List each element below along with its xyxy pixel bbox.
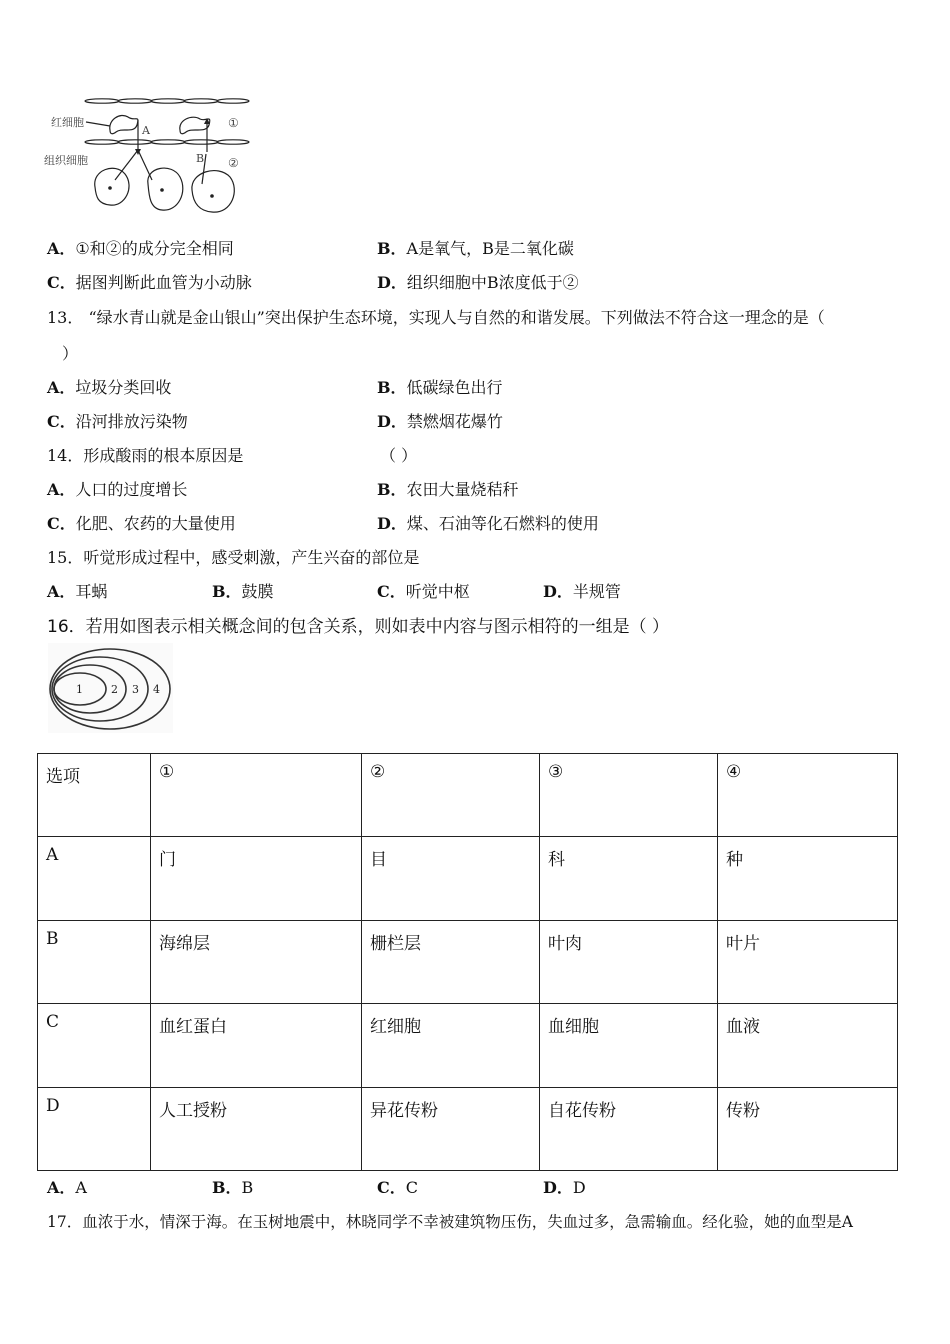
- q16-table: [37, 753, 898, 1171]
- q16-option-d-text: D: [572, 1178, 586, 1197]
- q12-option-c: [47, 270, 252, 293]
- q15-option-d-letter: D．: [543, 582, 573, 601]
- q13-option-d-text: 禁燃烟花爆竹: [406, 412, 503, 431]
- label-circle-2: ②: [228, 156, 239, 170]
- q16-option-c-letter: C．: [377, 1178, 406, 1197]
- q14-option-a: [47, 477, 187, 500]
- label-circle-1: ①: [228, 116, 239, 130]
- table-cell: 红细胞: [362, 1004, 540, 1087]
- table-row: [38, 1004, 898, 1087]
- q14-option-c-text: 化肥、农药的大量使用: [75, 514, 236, 533]
- table-cell: B: [38, 920, 151, 1003]
- q13-option-d-letter: D．: [377, 412, 407, 431]
- table-cell: 血细胞: [540, 1004, 718, 1087]
- q13-stem-line2: ）: [62, 344, 79, 363]
- tissue-cell-label: 组织细胞: [44, 154, 88, 167]
- q13-option-c-letter: C．: [47, 412, 76, 431]
- q13-option-c: [47, 409, 188, 432]
- q16-option-a: [47, 1175, 87, 1198]
- table-cell: 栅栏层: [362, 920, 540, 1003]
- q13-option-b: [377, 375, 503, 398]
- q12-option-d-text: 组织细胞中B浓度低于②: [406, 273, 579, 292]
- q16-option-b-text: B: [241, 1178, 254, 1197]
- q15-option-a: [47, 579, 107, 602]
- q15-option-c: [377, 579, 470, 602]
- label-b: B: [196, 152, 205, 165]
- q13-option-a-text: 垃圾分类回收: [75, 378, 172, 397]
- q14-stem: 14．形成酸雨的根本原因是: [47, 446, 244, 465]
- table-cell: D: [38, 1087, 151, 1170]
- q12-option-b: [377, 236, 574, 259]
- q16-option-d-letter: D．: [543, 1178, 573, 1197]
- q15-stem: 15．听觉形成过程中，感受刺激，产生兴奋的部位是: [47, 548, 420, 567]
- q12-option-a: [47, 236, 234, 259]
- table-cell: 异花传粉: [362, 1087, 540, 1170]
- table-cell: 叶片: [718, 920, 898, 1003]
- table-header-cell: ④: [718, 754, 898, 837]
- q12-option-d: [377, 270, 579, 293]
- table-row: [38, 1087, 898, 1170]
- q16-option-c: [377, 1175, 418, 1198]
- q14-option-b: [377, 477, 519, 500]
- q16-option-d: [543, 1175, 586, 1198]
- table-cell: 传粉: [718, 1087, 898, 1170]
- q14-option-c: [47, 511, 236, 534]
- table-row: [38, 837, 898, 920]
- q16-option-b-letter: B．: [212, 1178, 242, 1197]
- ellipse-label-4: 4: [153, 683, 160, 696]
- table-cell: 种: [718, 837, 898, 920]
- q13-stem-line1: 13． “绿水青山就是金山银山”突出保护生态环境，实现人与自然的和谐发展。下列做法不符合这一理念的是（: [47, 308, 825, 327]
- q13-option-b-text: 低碳绿色出行: [406, 378, 503, 397]
- ellipse-label-3: 3: [132, 683, 139, 696]
- q14-option-d: [377, 511, 599, 534]
- q17-stem: 17．血浓于水，情深于海。在玉树地震中，林晓同学不幸被建筑物压伤，失血过多，急需输血。经化验，她的血型是A: [47, 1213, 853, 1231]
- q12-option-a-text: ①和②的成分完全相同: [75, 239, 234, 258]
- table-cell: 血红蛋白: [151, 1004, 362, 1087]
- table-cell: C: [38, 1004, 151, 1087]
- q13-option-c-text: 沿河排放污染物: [75, 412, 188, 431]
- q13-option-a-letter: A．: [47, 378, 76, 397]
- table-cell: 科: [540, 837, 718, 920]
- q14-option-a-text: 人口的过度增长: [75, 480, 188, 499]
- table-cell: 目: [362, 837, 540, 920]
- q14-option-a-letter: A．: [47, 480, 76, 499]
- q16-stem: 16．若用如图表示相关概念间的包含关系，则如表中内容与图示相符的一组是（ ）: [47, 617, 670, 637]
- label-a: A: [142, 124, 150, 137]
- table-cell: 叶肉: [540, 920, 718, 1003]
- q14-option-d-letter: D．: [377, 514, 407, 533]
- rbc-label: 红细胞: [51, 116, 84, 129]
- ellipse-label-2: 2: [111, 683, 118, 696]
- q15-option-b-text: 鼓膜: [241, 582, 274, 601]
- q16-option-a-letter: A．: [47, 1178, 76, 1197]
- ellipse-label-1: 1: [76, 683, 83, 696]
- nested-ellipses-diagram: [48, 643, 173, 733]
- q15-option-c-letter: C．: [377, 582, 406, 601]
- q14-answer-blank: （ ）: [380, 446, 418, 465]
- q13-option-a: [47, 375, 171, 398]
- q15-option-b: [212, 579, 274, 602]
- q15-option-a-text: 耳蜗: [75, 582, 108, 601]
- capillary-diagram: [40, 92, 255, 222]
- q16-option-b: [212, 1175, 253, 1198]
- q14-option-b-letter: B．: [377, 480, 407, 499]
- table-cell: 人工授粉: [151, 1087, 362, 1170]
- q14-option-c-letter: C．: [47, 514, 76, 533]
- q12-option-c-letter: C．: [47, 273, 76, 292]
- q13-option-d: [377, 409, 503, 432]
- q12-option-d-letter: D．: [377, 273, 407, 292]
- q13-option-b-letter: B．: [377, 378, 407, 397]
- q12-option-c-text: 据图判断此血管为小动脉: [75, 273, 252, 292]
- q15-option-d: [543, 579, 621, 602]
- table-header-cell: ②: [362, 754, 540, 837]
- q15-option-b-letter: B．: [212, 582, 242, 601]
- q16-option-a-text: A: [75, 1178, 87, 1197]
- table-cell: 自花传粉: [540, 1087, 718, 1170]
- q16-option-c-text: C: [405, 1178, 418, 1197]
- q15-option-d-text: 半规管: [572, 582, 621, 601]
- table-header-cell: ①: [151, 754, 362, 837]
- q12-option-a-letter: A．: [47, 239, 76, 258]
- table-row: [38, 920, 898, 1003]
- table-header-cell: ③: [540, 754, 718, 837]
- q12-option-b-letter: B．: [377, 239, 407, 258]
- table-cell: 海绵层: [151, 920, 362, 1003]
- table-header-cell: 选项: [38, 754, 151, 837]
- q15-option-a-letter: A．: [47, 582, 76, 601]
- q14-option-b-text: 农田大量烧秸秆: [406, 480, 519, 499]
- q12-option-b-text: A是氧气，B是二氧化碳: [406, 239, 574, 258]
- q14-option-d-text: 煤、石油等化石燃料的使用: [406, 514, 599, 533]
- q15-option-c-text: 听觉中枢: [405, 582, 470, 601]
- table-header-row: [38, 754, 898, 837]
- table-cell: 血液: [718, 1004, 898, 1087]
- table-cell: A: [38, 837, 151, 920]
- table-cell: 门: [151, 837, 362, 920]
